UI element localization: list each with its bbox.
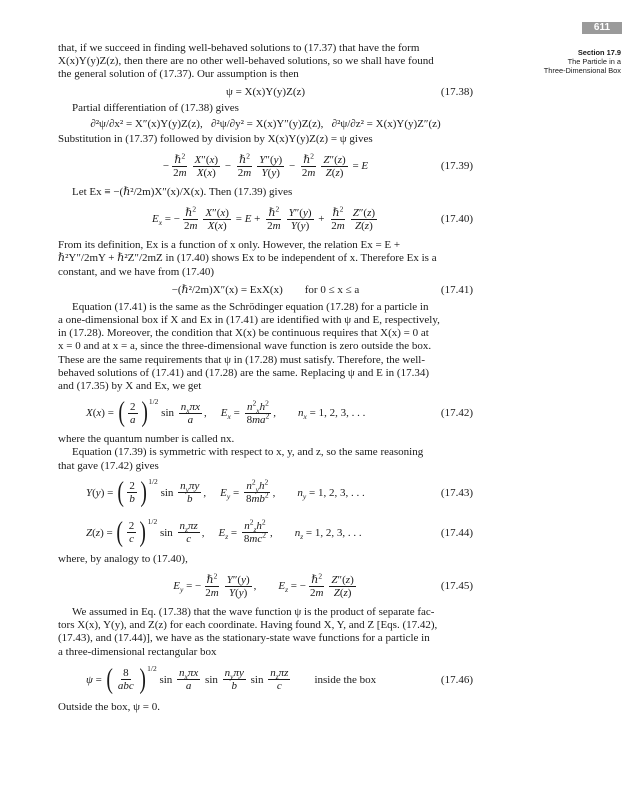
text-line: and (17.35) by X and Ex, we get — [58, 380, 202, 393]
running-head — [491, 48, 621, 75]
text-line: where the quantum number is called nx. — [58, 433, 235, 446]
text-line: that gave (17.42) gives — [58, 459, 159, 472]
equation-body: −(ℏ²/2m)X″(x) = ExX(x) — [171, 284, 283, 297]
equation-tag: (17.38) — [440, 85, 473, 98]
text-line: the general solution of (17.37). Our assumption is then — [58, 68, 299, 81]
equation-tag: (17.45) — [440, 580, 473, 593]
equation-tag: (17.44) — [440, 526, 473, 539]
page-body — [58, 42, 473, 714]
page-number: 611 — [582, 22, 622, 34]
equation-17-44: Z(z) = ( $\frac{2}{c}$ ) 1/2 sin $\frac{n_z\pi z}{c}$ , $E_z$ = $\frac{n^2_zh^2}{8mc^2}$ , $n_z$ = 1, 2, 3, . . . (17.44) — [86, 516, 473, 548]
text-line: Equation (17.39) is symmetric with respect to x, y, and z, so the same reasoning — [72, 446, 424, 459]
equation-17-39: − $\frac{\hbar^2}{2m}$ $\frac{X''(x)}{X(x)}$ − $\frac{\hbar^2}{2m}$ $\frac{Y''(y)}{Y(y)}$ − $\frac{\hbar^2}{2m}$ $\frac{Z''(z)}{Z(z)}$ = E (17.39) — [162, 150, 473, 179]
text-line: Let Ex ≡ −(ℏ²/2m)X″(x)/X(x). Then (17.39) gives — [72, 186, 293, 199]
equation-body: ∂²ψ/∂x² = X″(x)Y(y)Z(z), ∂²ψ/∂y² = X(x)Y″(y)Z(z), ∂²ψ/∂z² = X(x)Y(y)Z″(z) — [90, 117, 441, 130]
text-line: These are the same requirements that ψ in (17.28) must satisfy. Therefore, the well- — [58, 353, 426, 366]
text-line: (17.43), and (17.44)], we have as the stationary-state wave functions for a particle in — [58, 632, 430, 645]
equation-tag: (17.43) — [440, 486, 473, 499]
text-line: in (17.28). Moreover, the condition that X(x) be continuous requires that X(x) = 0 at — [58, 327, 429, 340]
text-line: ℏ²Y″/2mY + ℏ²Z″/2mZ in (17.40) shows Ex to be independent of x. Therefore Ex is a — [58, 252, 437, 265]
text-line: that, if we succeed in finding well-behaved solutions to (17.37) that have the form — [58, 42, 420, 54]
text-line: tors X(x), Y(y), and Z(z) for each coordinate. Having found X, Y, and Z [Eqs. (17.42), — [58, 619, 438, 632]
section-label: Section 17.9 — [577, 48, 621, 57]
equation-17-43: Y(y) = ( $\frac{2}{b}$ ) 1/2 sin $\frac{n_y\pi y}{b}$ , $E_y$ = $\frac{n^2_yh^2}{8mb^2}$ , $n_y$ = 1, 2, 3, . . . (17.43) — [86, 476, 473, 508]
text-line: a one-dimensional box if X and Ex in (17.41) are identified with ψ and E, respectively, — [58, 314, 440, 327]
text-line: From its definition, Ex is a function of x only. However, the relation Ex = E + — [58, 239, 401, 252]
equation-condition: for 0 ≤ x ≤ a — [304, 283, 360, 296]
text-line: X(x)Y(y)Z(z), then there are no other well-behaved solutions, so we shall have found — [58, 55, 434, 68]
equation-17-38 — [58, 82, 473, 102]
inside-box-label: inside the box — [314, 673, 377, 686]
quantum-number-range: = 1, 2, 3, . . . — [305, 526, 362, 539]
equation-17-41 — [58, 279, 473, 301]
text-line: Outside the box, ψ = 0. — [58, 700, 160, 713]
text-line: where, by analogy to (17.40), — [58, 552, 188, 565]
text-line: We assumed in Eq. (17.38) that the wave function ψ is the product of separate fac- — [72, 606, 435, 619]
equation-17-40: $E_x$ = − $\frac{\hbar^2}{2m}$ $\frac{X''(x)}{X(x)}$ = E + $\frac{\hbar^2}{2m}$ $\frac{Y''(y)}{Y(y)}$ + $\frac{\hbar^2}{2m}$ $\frac{Z''(z)}{Z(z)}$ (17.40) — [151, 204, 473, 232]
equation-tag: (17.42) — [440, 407, 473, 420]
equation-tag: (17.41) — [440, 283, 473, 296]
text-line: behaved solutions of (17.41) and (17.28) are the same. Replacing ψ and E in (17.34) — [58, 366, 430, 379]
equation-body: ψ = X(x)Y(y)Z(z) — [225, 85, 306, 98]
equation-tag: (17.46) — [440, 673, 473, 686]
quantum-number-range: = 1, 2, 3, . . . — [309, 486, 365, 499]
equation-17-42: X(x) = ( $\frac{2}{a}$ ) 1/2 sin $\frac{n_x\pi x}{a}$ , $E_x$ = $\frac{n^2_xh^2}{8ma^2}$ , $n_x$ = 1, 2, 3, . . . (17.42) — [86, 397, 473, 429]
equation-17-45: $E_y$ = − $\frac{\hbar^2}{2m}$ $\frac{Y''(y)}{Y(y)}$ , $E_z$ = − $\frac{\hbar^2}{2m}$ $\frac{Z''(z)}{Z(z)}$ (17.45) — [173, 570, 473, 599]
equation-17-46: ψ = ( $\frac{8}{\text{abc}}$ ) 1/2 sin $\frac{n_x\pi x}{a}$ sin $\frac{n_y\pi y}{b}$ sin $\frac{n_z\pi z}{c}$ inside the box (17.46) — [86, 663, 473, 695]
text-line: Equation (17.41) is the same as the Schrödinger equation (17.28) for a particle in — [72, 300, 429, 313]
text-line: a three-dimensional rectangular box — [58, 645, 217, 658]
section-title-line1: The Particle in a — [567, 57, 621, 66]
text-line: Substitution in (17.37) followed by division by X(x)Y(y)Z(z) = ψ gives — [58, 132, 373, 145]
partial-derivatives — [58, 115, 473, 133]
equation-tag: (17.40) — [440, 213, 473, 226]
equation-tag: (17.39) — [440, 160, 473, 173]
text-line: Partial differentiation of (17.38) gives — [72, 101, 239, 114]
section-title-line2: Three-Dimensional Box — [543, 66, 621, 75]
text-line: x = 0 and at x = a, since the three-dimensional wave function is zero outside the box. — [58, 340, 432, 353]
text-line: constant, and we have from (17.40) — [58, 265, 215, 278]
quantum-number-range: = 1, 2, 3, . . . — [309, 407, 366, 420]
